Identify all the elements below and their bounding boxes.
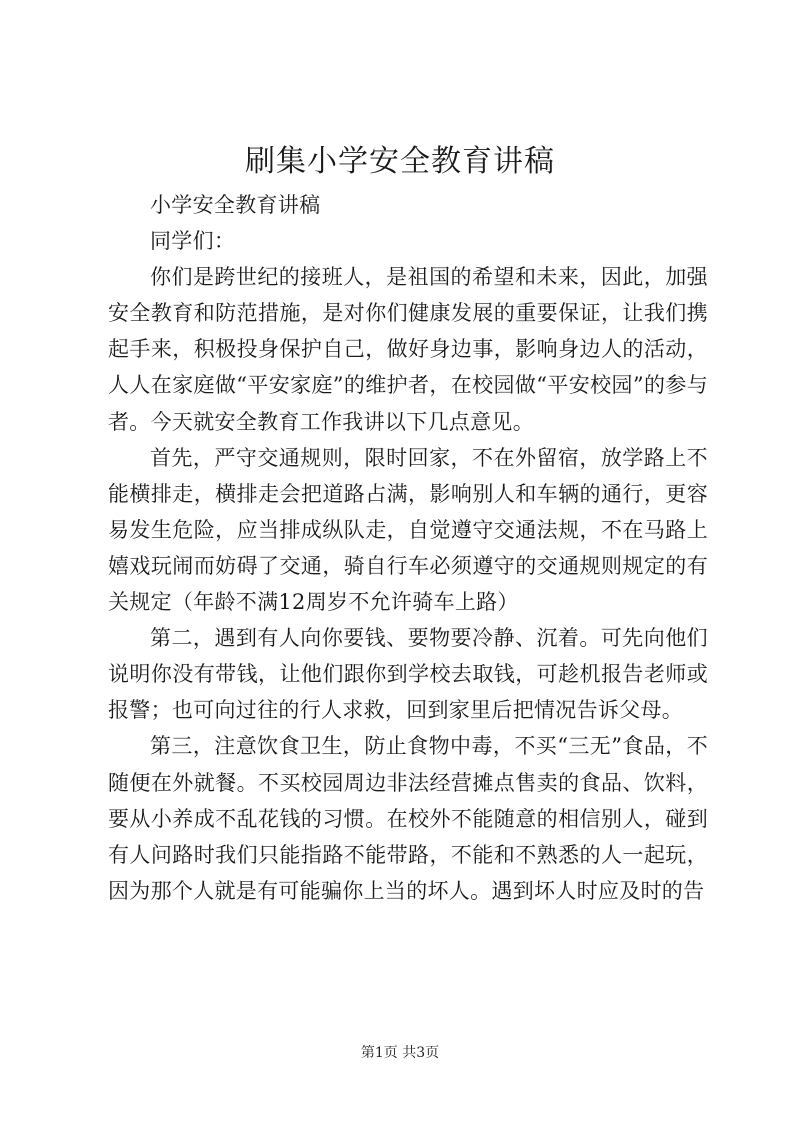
- body-paragraph: 第三，注意饮食卫生，防止食物中毒，不买“三无”食品，不随便在外就餐。不买校园周边非法经营摊点售卖的食品、饮料，要从小养成不乱花钱的习惯。在校外不能随意的相信别人，碰到有人问路时我们只能指路不能带路，不能和不熟悉的人一起玩，因为那个人就是有可能骗你上当的坏人。遇到坏人时应及时的告: [108, 734, 708, 903]
- subtitle-paragraph: 小学安全教育讲稿: [150, 193, 321, 217]
- salutation-paragraph: 同学们：: [150, 229, 236, 254]
- body-paragraph: 你们是跨世纪的接班人，是祖国的希望和未来，因此，加强安全教育和防范措施，是对你们健康发展的重要保证，让我们携起手来，积极投身保护自己，做好身边事，影响身边人的活动，人人在家庭做“平安家庭”的维护者，在校园做“平安校园”的参与者。今天就安全教育工作我讲以下几点意见。: [108, 265, 708, 434]
- body-paragraph: 第二，遇到有人向你要钱、要物要冷静、沉着。可先向他们说明你没有带钱，让他们跟你到学校去取钱，可趁机报告老师或报警；也可向过往的行人求救，回到家里后把情况告诉父母。: [108, 626, 708, 723]
- page-number-footer: 第1页 共3页: [360, 1045, 440, 1061]
- document-title: 刷集小学安全教育讲稿: [245, 144, 555, 179]
- document-body: [108, 187, 708, 909]
- body-paragraph: 首先，严守交通规则，限时回家，不在外留宿，放学路上不能横排走，横排走会把道路占满，影响别人和车辆的通行，更容易发生危险，应当排成纵队走，自觉遵守交通法规，不在马路上嬉戏玩闹而妨碍了交通，骑自行车必须遵守的交通规则规定的有关规定（年龄不满12周岁不允许骑车上路）: [108, 445, 708, 615]
